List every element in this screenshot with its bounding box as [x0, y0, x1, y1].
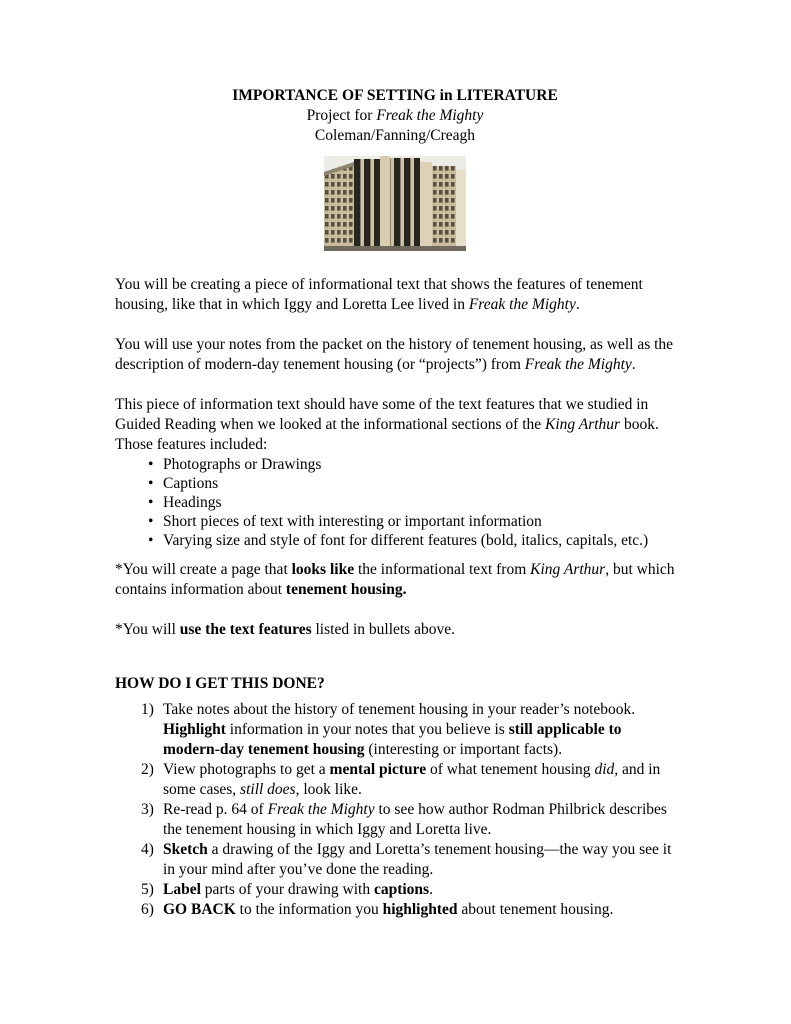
features-intro-paragraph [115, 395, 675, 455]
feature-label: Captions [163, 475, 219, 492]
text-run: You will use your notes from the packet on the history of tenement housing, as well as the description of modern-day tenement housing (or “projects”) from [115, 336, 674, 373]
step-text [163, 700, 675, 760]
steps-list [115, 700, 675, 920]
feature-label: Short pieces of text with interesting or important information [163, 513, 542, 530]
text-run: of what tenement housing [426, 761, 595, 778]
text-run: View photographs to get a [163, 761, 330, 778]
list-item [115, 531, 675, 550]
feature-label: Headings [163, 494, 222, 511]
book-title-italic: King Arthur [530, 561, 606, 578]
feature-label: Varying size and style of font for different features (bold, italics, capitals, etc.) [163, 532, 649, 549]
text-run: . [631, 356, 636, 373]
list-item [115, 455, 675, 474]
text-run: , but which contains information about [115, 561, 675, 598]
list-item [115, 512, 675, 531]
text-run: a drawing of the Iggy and Loretta’s tenement housing—the way you see it in your mind after you’ve done the reading. [163, 841, 672, 878]
note-paragraph-1 [115, 560, 675, 600]
document-title: IMPORTANCE OF SETTING in LITERATURE [232, 87, 558, 104]
step-text [163, 880, 675, 900]
text-run: parts of your drawing with [200, 881, 374, 898]
subtitle-prefix: Project for [306, 107, 377, 124]
emphasis-bold: captions [373, 881, 430, 898]
bullet-icon: • [148, 513, 154, 530]
list-item [115, 474, 675, 493]
text-run: about tenement housing. [457, 901, 614, 918]
step-item-2 [115, 760, 675, 800]
text-run: information in your notes that you believe is [225, 721, 509, 738]
book-title-italic: King Arthur [545, 416, 621, 433]
step-text [163, 900, 675, 920]
text-run: , look like. [295, 781, 362, 798]
emphasis-bold: use the text features [179, 621, 312, 638]
text-run: *You will [115, 621, 180, 638]
step-item-5 [115, 880, 675, 900]
step-item-1 [115, 700, 675, 760]
emphasis-italic: did, [594, 761, 619, 778]
emphasis-bold: looks like [291, 561, 355, 578]
text-run: book. Those features included: [115, 416, 659, 453]
text-run: Take notes about the history of tenement housing in your reader’s notebook. [163, 701, 636, 718]
book-title-italic: Freak the Mighty [524, 356, 632, 373]
step-text [163, 840, 675, 880]
intro-paragraph-2 [115, 335, 675, 375]
text-run: *You will create a page that [115, 561, 292, 578]
step-number: 1) [141, 701, 154, 718]
note-paragraph-2 [115, 620, 675, 640]
book-title-italic: Freak the Mighty [267, 801, 375, 818]
step-number: 5) [141, 881, 154, 898]
step-number: 3) [141, 801, 154, 818]
text-run: . [429, 881, 433, 898]
bullet-icon: • [148, 475, 154, 492]
tenement-photo-image [324, 156, 466, 251]
intro-paragraph-1 [115, 275, 675, 315]
text-run: This piece of information text should have some of the text features that we studied in Guided Reading when we looked at the informational sections of the [115, 396, 649, 433]
text-run: to the information you [235, 901, 383, 918]
emphasis-bold: Label [163, 881, 201, 898]
step-number: 4) [141, 841, 154, 858]
bullet-icon: • [148, 456, 154, 473]
list-item [115, 493, 675, 512]
text-run: . [575, 296, 580, 313]
text-run: the informational text from [354, 561, 531, 578]
emphasis-bold: tenement housing. [285, 581, 407, 598]
step-text [163, 760, 675, 800]
text-run: to see how author Rodman Philbrick describes the tenement housing in which Iggy and Loretta live. [163, 801, 667, 838]
step-number: 2) [141, 761, 154, 778]
emphasis-bold: still applicable to modern-day tenement housing [163, 721, 622, 758]
emphasis-bold: Highlight [163, 721, 226, 738]
emphasis-bold: highlighted [382, 901, 458, 918]
step-text [163, 800, 675, 840]
text-run: listed in bullets above. [311, 621, 455, 638]
bullet-icon: • [148, 532, 154, 549]
section-heading: HOW DO I GET THIS DONE? [115, 675, 325, 692]
text-run: Re-read p. 64 of [163, 801, 268, 818]
emphasis-bold: GO BACK [163, 901, 236, 918]
feature-label: Photographs or Drawings [163, 456, 322, 473]
bullet-icon: • [148, 494, 154, 511]
emphasis-italic: still does [240, 781, 296, 798]
tenement-photo [115, 156, 675, 251]
text-run: (interesting or important facts). [364, 741, 563, 758]
text-run: and in some cases, [163, 761, 661, 798]
emphasis-bold: mental picture [329, 761, 427, 778]
document-byline: Coleman/Fanning/Creagh [314, 127, 476, 144]
step-item-6 [115, 900, 675, 920]
subtitle-book-title: Freak the Mighty [376, 107, 484, 124]
step-item-4 [115, 840, 675, 880]
text-run: You will be creating a piece of informational text that shows the features of tenement housing, like that in which Iggy and Loretta Lee lived in [115, 276, 643, 313]
book-title-italic: Freak the Mighty [468, 296, 576, 313]
document-subtitle [115, 106, 675, 126]
features-list [115, 455, 675, 550]
step-number: 6) [141, 901, 154, 918]
step-item-3 [115, 800, 675, 840]
emphasis-bold: Sketch [163, 841, 208, 858]
